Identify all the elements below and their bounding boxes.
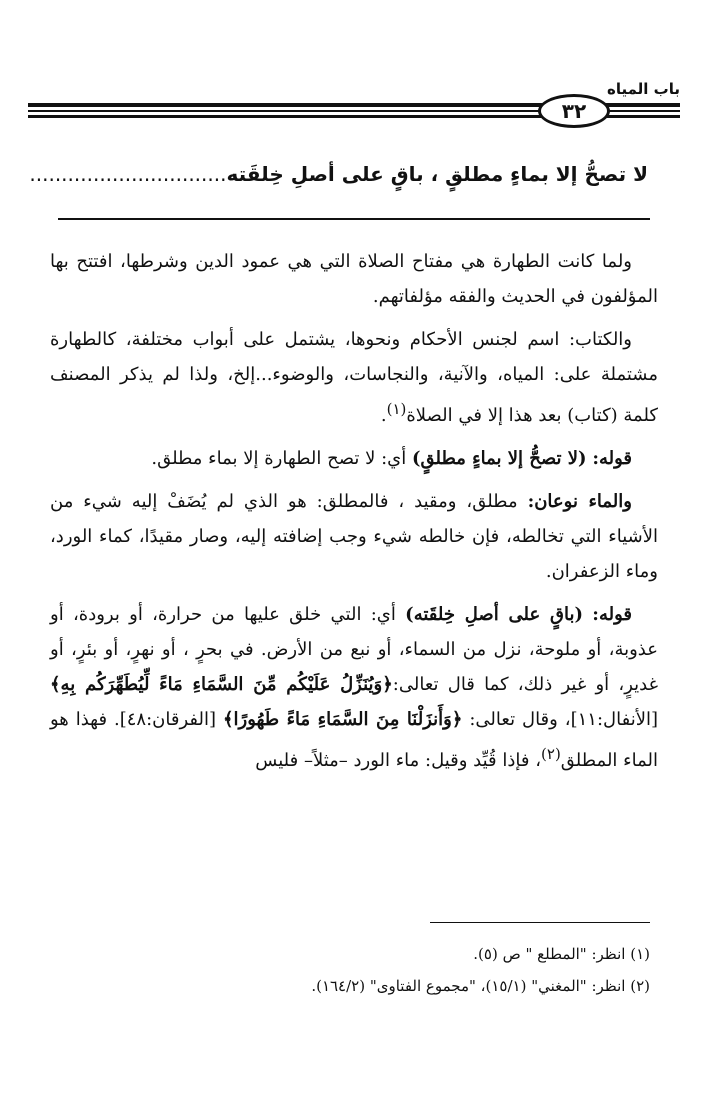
verse-citation: [الفرقان:٤٨] [119, 709, 217, 730]
quran-verse: ﴿وَيُنَزِّلُ عَلَيْكُم مِّنَ السَّمَاءِ مَاءً لِّيُطَهِّرَكُم بِهِ﴾ [50, 674, 393, 695]
footnote: (١) انظر: "المطلع " ص (٥). [473, 945, 650, 963]
footnote-ref: (١) [386, 400, 407, 418]
paragraph [50, 484, 658, 589]
paragraph-label: قوله: [592, 448, 632, 469]
paragraph-text: . [380, 405, 387, 426]
footnote-separator [430, 922, 650, 923]
paragraph-text: والكتاب: اسم لجنس الأحكام ونحوها، يشتمل على أبواب مختلفة، كالطهارة مشتملة على: المياه، والآنية، والنجاسات، والوضوء...إلخ، ولذا لم يذكر المصنف كلمة (كتاب) بعد هذا إلا في الصلاة [50, 329, 658, 426]
verse-citation: [الأنفال:١١] [570, 709, 658, 730]
footnote-ref: (٢) [541, 745, 561, 763]
page-number: ٣٢ [538, 94, 610, 128]
chapter-title: باب المياه [606, 80, 680, 98]
footnote: (٢) انظر: "المغني" (١٥/١)، "مجموع الفتاوى" (١٦٤/٢). [311, 977, 650, 995]
paragraph-text: مطلق، ومقيد ، فالمطلق: هو الذي لم يُضَفْ إليه شيء من الأشياء التي تخالطه، فإن خالطه شيء وجب إضافته إليه، وصار مقيدًا، كماء الورد، وماء الزعفران. [50, 491, 658, 582]
paragraph [50, 441, 658, 476]
paragraph [50, 597, 658, 778]
paragraph-label: قوله: [592, 604, 632, 625]
matn-quote: (لا تصحُّ إلا بماءٍ مطلقٍ) [411, 448, 587, 469]
paragraph-text: . فهذا هو الماء المطلق [50, 709, 658, 771]
paragraph [50, 322, 658, 433]
section-divider [58, 218, 650, 220]
section-heading-dots: ............................... [29, 162, 227, 186]
paragraph [50, 244, 658, 314]
paragraph-text: أي: لا تصح الطهارة إلا بماء مطلق. [151, 448, 407, 469]
paragraph-text: ، وقال تعالى: [469, 709, 571, 730]
paragraph-label: والماء نوعان: [527, 491, 632, 512]
section-heading [29, 162, 648, 186]
body-text [50, 244, 658, 786]
quran-verse: ﴿وَأَنزَلْنَا مِنَ السَّمَاءِ مَاءً طَهُورًا﴾ [222, 709, 463, 730]
section-heading-text: لا تصحُّ إلا بماءٍ مطلقٍ ، باقٍ على أصلِ خِلقَته [226, 162, 648, 186]
footnotes [50, 938, 650, 1002]
paragraph-text: أي: التي خلق عليها من حرارة، أو برودة، أو عذوبة، أو ملوحة، نزل من السماء، أو نبع من الأرض. في بحرٍ ، أو نهرٍ، أو بئرٍ، أو غديرٍ، أو غير ذلك، كما قال تعالى: [50, 604, 658, 695]
matn-quote: (باقٍ على أصلِ خِلقَته) [405, 604, 584, 625]
paragraph-text: ، فإذا قُيِّد وقيل: ماء الورد –مثلاً– فليس [255, 750, 542, 771]
paragraph-text: ولما كانت الطهارة هي مفتاح الصلاة التي هي عمود الدين وشرطها، افتتح بها المؤلفون في الحديث والفقه مؤلفاتهم. [50, 251, 658, 307]
